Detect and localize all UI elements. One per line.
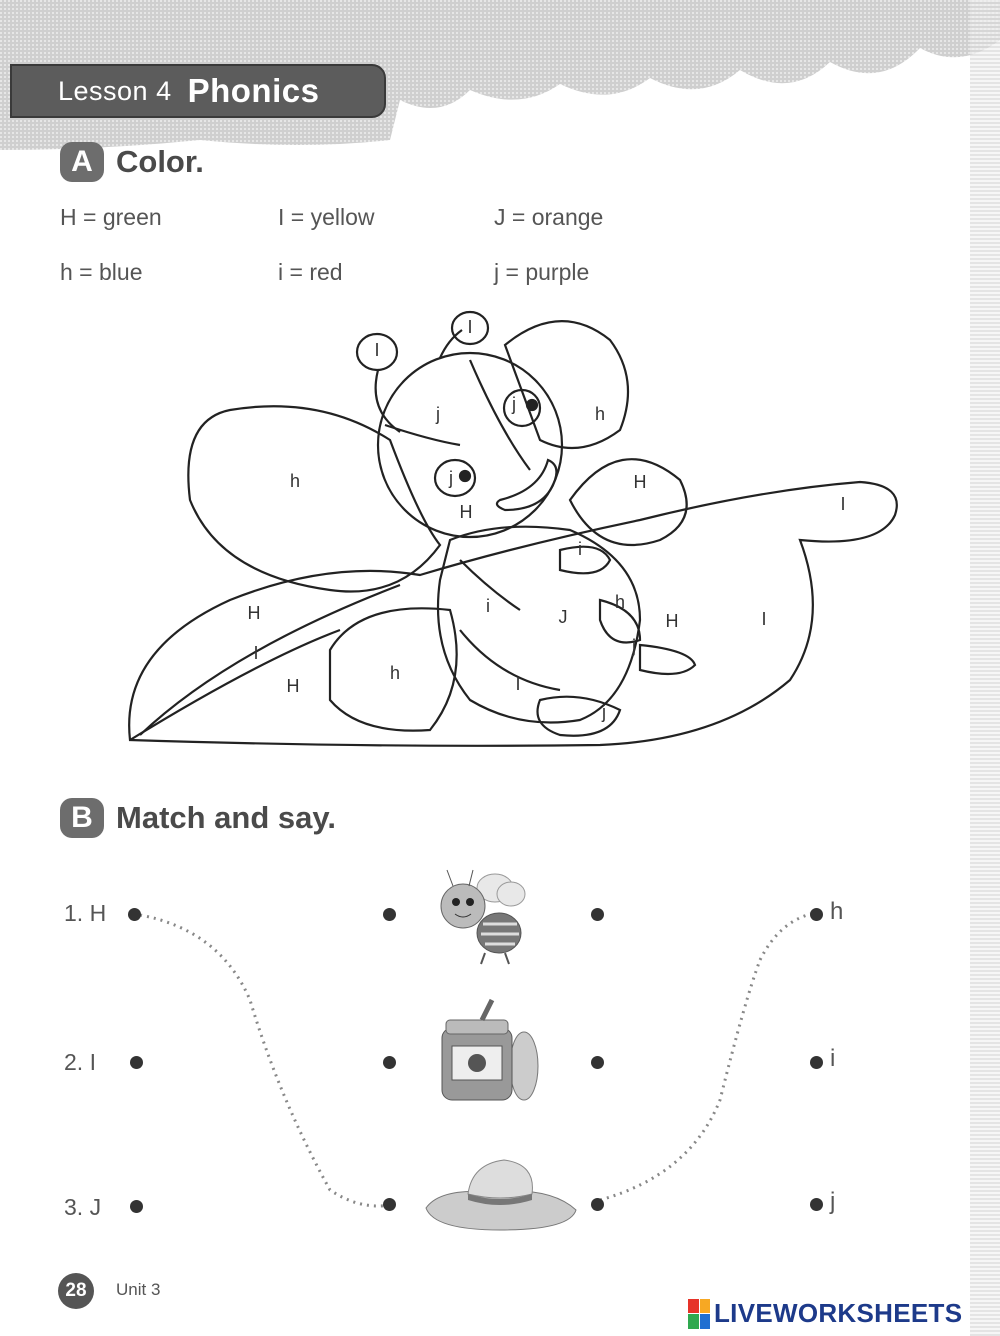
region-letter-4: j bbox=[512, 394, 516, 414]
region-letter-19: j bbox=[632, 636, 636, 656]
region-letter-12: H bbox=[247, 603, 261, 623]
foot bbox=[640, 645, 695, 674]
bee-illustration bbox=[425, 858, 535, 968]
liveworksheets-logo-icon bbox=[688, 1299, 710, 1329]
leaf-shape bbox=[129, 482, 897, 746]
color-key-J: J = orange bbox=[494, 204, 604, 230]
color-key-i-lower: i = red bbox=[278, 259, 343, 285]
section-b-badge: B bbox=[60, 798, 104, 838]
region-letter-1: I bbox=[374, 340, 380, 360]
color-key-h-lower: h = blue bbox=[60, 259, 143, 285]
match-row-1-right-letter: h bbox=[830, 898, 844, 925]
lesson-title: Phonics bbox=[187, 72, 320, 109]
region-letter-5: h bbox=[594, 404, 606, 424]
match-row-2-picture-left-dot[interactable] bbox=[383, 1056, 396, 1069]
match-row-2-right-letter: i bbox=[830, 1045, 836, 1072]
left-wing bbox=[188, 406, 440, 591]
liveworksheets-logo bbox=[688, 1298, 962, 1329]
color-key-H: H = green bbox=[60, 204, 162, 230]
section-a-title: Color. bbox=[116, 144, 204, 179]
lesson-banner bbox=[10, 64, 386, 118]
region-letter-9: H bbox=[633, 472, 647, 492]
lesson-number: Lesson 4 bbox=[58, 75, 172, 106]
match-row-1-label: 1. H bbox=[64, 900, 107, 926]
match-row-3-picture-right-dot[interactable] bbox=[591, 1198, 604, 1211]
region-letter-22: I bbox=[515, 674, 521, 694]
body-stripe-2 bbox=[460, 630, 560, 690]
region-letter-23: j bbox=[602, 702, 606, 722]
bee-body bbox=[438, 527, 640, 723]
section-b-heading bbox=[60, 798, 336, 838]
smile bbox=[497, 460, 557, 510]
region-letter-8: H bbox=[459, 502, 473, 522]
region-letter-18: I bbox=[761, 609, 767, 629]
section-a-badge: A bbox=[60, 142, 104, 182]
match-row-2-end-dot[interactable] bbox=[810, 1056, 823, 1069]
region-letter-7: j bbox=[449, 468, 453, 488]
match-row-1-picture-right-dot[interactable] bbox=[591, 908, 604, 921]
antenna-left bbox=[376, 370, 400, 432]
unit-label: Unit 3 bbox=[116, 1280, 161, 1299]
region-letter-2: I bbox=[467, 317, 473, 337]
match-row-2-picture-right-dot[interactable] bbox=[591, 1056, 604, 1069]
region-letter-3: j bbox=[436, 404, 440, 424]
match-row-2-start-dot[interactable] bbox=[130, 1056, 143, 1069]
section-a-heading bbox=[60, 142, 204, 182]
match-row-3-right-letter: j bbox=[830, 1188, 836, 1215]
hat-illustration bbox=[420, 1150, 580, 1234]
region-letter-10: I bbox=[840, 494, 846, 514]
match-row-1-start-dot[interactable] bbox=[128, 908, 141, 921]
color-key-j-lower: j = purple bbox=[494, 259, 590, 285]
match-row-3-picture-left-dot[interactable] bbox=[383, 1198, 396, 1211]
section-b-title: Match and say. bbox=[116, 800, 336, 835]
region-letter-13: I bbox=[253, 643, 259, 663]
head-stripe bbox=[470, 360, 530, 470]
region-letter-17: H bbox=[665, 611, 679, 631]
region-letter-14: i bbox=[486, 596, 490, 616]
liveworksheets-brand-text: LIVEWORKSHEETS bbox=[714, 1298, 963, 1328]
match-row-2-label: 2. I bbox=[64, 1049, 96, 1075]
body-stripe bbox=[460, 560, 520, 610]
coloring-picture-bee-on-leaf[interactable] bbox=[0, 300, 1000, 770]
arm bbox=[560, 547, 610, 574]
region-letter-20: H bbox=[286, 676, 300, 696]
region-letter-11: i bbox=[578, 539, 582, 559]
page-number-badge: 28 bbox=[58, 1273, 94, 1309]
jam-jar-illustration bbox=[432, 996, 552, 1108]
color-key-I: I = yellow bbox=[278, 204, 375, 230]
region-letter-15: J bbox=[558, 607, 568, 627]
region-letter-21: h bbox=[389, 663, 401, 683]
match-row-1-picture-left-dot[interactable] bbox=[383, 908, 396, 921]
match-row-3-start-dot[interactable] bbox=[130, 1200, 143, 1213]
region-letter-16: h bbox=[614, 592, 626, 612]
match-row-1-end-dot[interactable] bbox=[810, 908, 823, 921]
match-row-3-end-dot[interactable] bbox=[810, 1198, 823, 1211]
match-row-3-label: 3. J bbox=[64, 1194, 102, 1220]
right-wing bbox=[505, 321, 628, 448]
region-letter-6: h bbox=[289, 471, 301, 491]
